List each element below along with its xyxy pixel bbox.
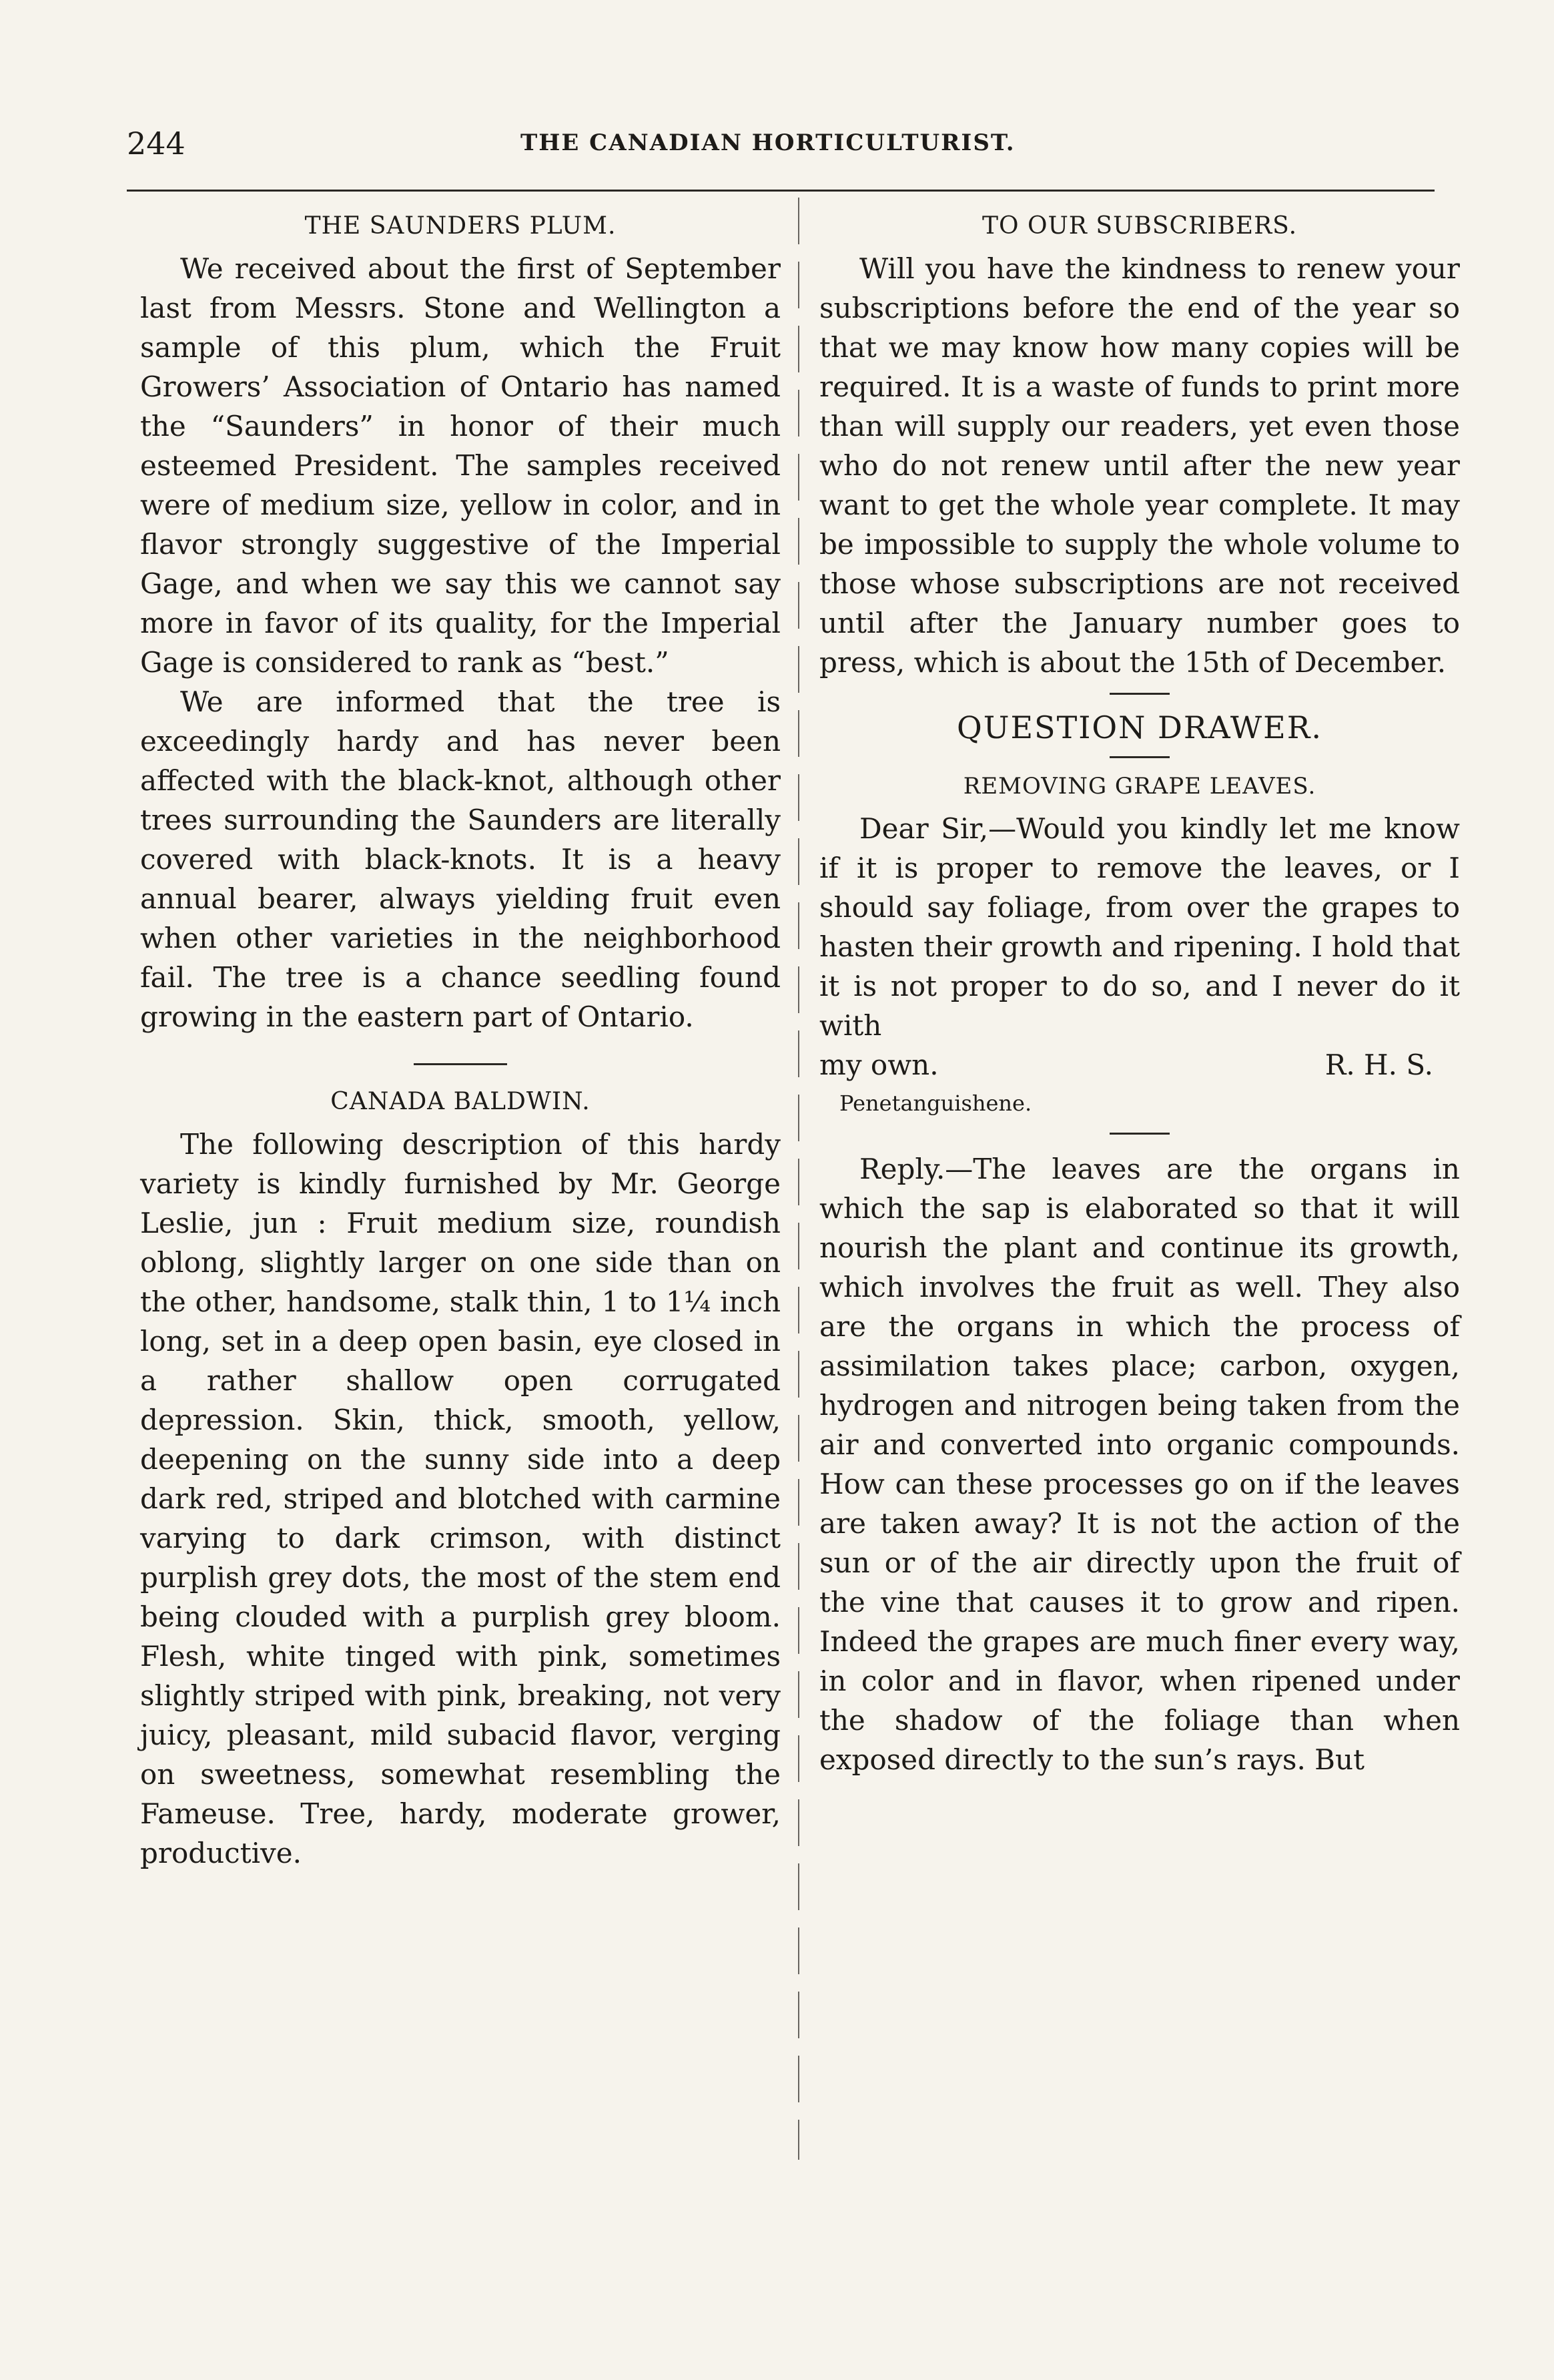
section-divider (1110, 1133, 1170, 1135)
header-rule (127, 190, 1435, 192)
letter-place: Penetanguishene. (839, 1091, 1032, 1116)
column-divider (798, 198, 799, 2160)
left-column (140, 212, 781, 1873)
subscribers-paragraph: Will you have the kindness to renew your subscriptions before the end of the year so that we may know how many copies will be required. It is a waste of funds to print more than will supply our readers, yet even those who do not renew until after the new year want to get the whole year complete. It may be impossible to supply the whole volume to those whose subscriptions are not received until after the January number goes to press, which is about the 15th of December. (819, 252, 1460, 679)
grape-leaves-subheading: REMOVING GRAPE LEAVES. (963, 773, 1316, 800)
baldwin-paragraph: The following description of this hardy variety is kindly furnished by Mr. George Leslie, jun : Fruit medium size, roundish oblong, slightly larger on one side than on the other, handsome, stalk thin, 1 to 1¼ inch long, set in a deep open basin, eye closed in a rather shallow open corrugated depression. Skin, thick, smooth, yellow, deepening on the sunny side into a deep dark red, striped and blotched with carmine varying to dark crimson, with distinct purplish grey dots, the most of the stem end being clouded with a purplish grey bloom. Flesh, white tinged with pink, sometimes slightly striped with pink, breaking, not very juicy, pleasant, mild subacid flavor, verging on sweetness, somewhat resembling the Fameuse. Tree, hardy, moderate grower, productive. (140, 1128, 781, 1869)
running-title: THE CANADIAN HORTICULTURIST. (520, 129, 1016, 156)
page-number: 244 (127, 125, 185, 162)
right-column (819, 212, 1460, 1779)
section-divider (1110, 756, 1170, 758)
saunders-paragraph-1: We received about the first of September last from Messrs. Stone and Wellington a sample of this plum, which the Fruit Growers’ Association of Ontario has named the “Saunders” in honor of their much esteemed President. The samples received were of medium size, yellow in color, and in flavor strongly suggestive of the Imperial Gage, and when we say this we cannot say more in favor of its quality, for the Imperial Gage is considered to rank as “best.” (140, 252, 781, 679)
section-divider (414, 1063, 507, 1065)
letter-signature: R. H. S. (1324, 1049, 1433, 1081)
question-drawer-heading: QUESTION DRAWER. (957, 709, 1322, 746)
letter-paragraph: Dear Sir,—Would you kindly let me know if it is proper to remove the leaves, or I should say foliage, from over the grapes to hasten their growth and ripening. I hold that it is not proper to do so, and I never do it with (819, 812, 1460, 1042)
letter-closing (819, 1045, 1460, 1085)
saunders-heading: THE SAUNDERS PLUM. (304, 212, 617, 240)
saunders-paragraph-2: We are informed that the tree is exceedingly hardy and has never been affected with the black-knot, although other trees surrounding the Saunders are literally covered with black-knots. It is a heavy annual bearer, always yielding fruit even when other varieties in the neighborhood fail. The tree is a chance seedling found growing in the eastern part of Ontario. (140, 685, 781, 1033)
letter-end-text: my own. (819, 1049, 939, 1081)
subscribers-heading: TO OUR SUBSCRIBERS. (982, 212, 1298, 240)
page-header (127, 125, 1435, 166)
reply-paragraph: Reply.—The leaves are the organs in which the sap is elaborated so that it will nourish the plant and continue its growth, which involves the fruit as well. They also are the organs in which the process of assimilation takes place; carbon, oxygen, hydrogen and nitrogen being taken from the air and converted into organic compounds. How can these processes go on if the leaves are taken away? It is not the action of the sun or of the air directly upon the fruit of the vine that causes it to grow and ripen. Indeed the grapes are much finer every way, in color and in flavor, when ripened under the shadow of the foliage than when exposed directly to the sun’s rays. But (819, 1153, 1460, 1776)
section-divider (1110, 693, 1170, 695)
baldwin-heading: CANADA BALDWIN. (330, 1088, 591, 1115)
